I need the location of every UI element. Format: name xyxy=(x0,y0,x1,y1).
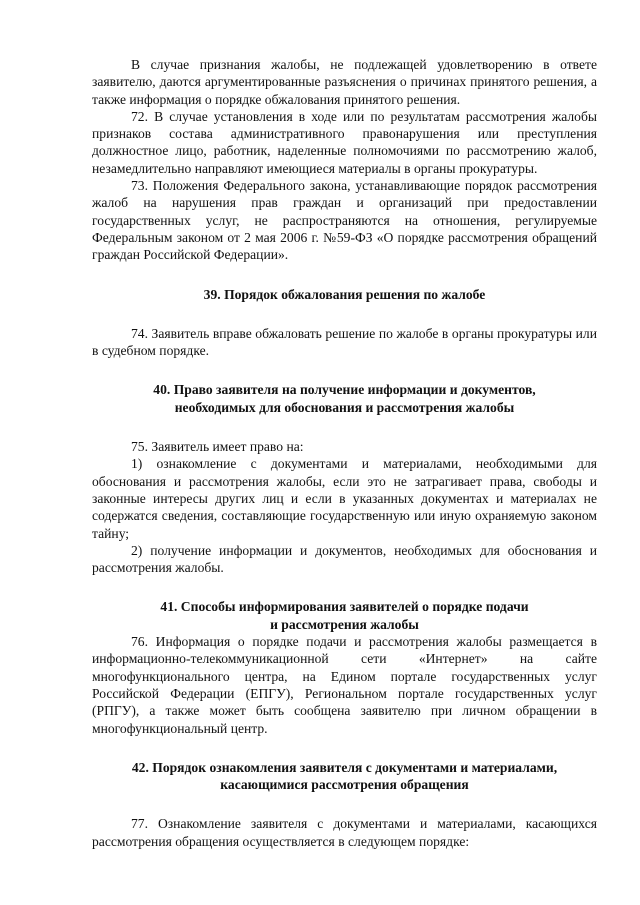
heading-41-line-2: и рассмотрения жалобы xyxy=(270,616,419,632)
document-page xyxy=(92,56,597,850)
paragraph-76: 76. Информация о порядке подачи и рассмотрения жалобы размещается в информационно-телекоммуникационной сети «Интернет» на сайте многофункционального центра, на Едином портале государственных услуг Российской Федерации (ЕПГУ), Региональном портале государственных услуг (РПГУ), а также может быть сообщена заявителю при личном обращении в многофункциональный центр. xyxy=(92,634,597,736)
paragraph-72: 72. В случае установления в ходе или по результатам рассмотрения жалобы признаков состава административного правонарушения или преступления должностное лицо, работник, наделенные полномочиями по рассмотрению жалоб, незамедлительно направляют имеющиеся материалы в органы прокуратуры. xyxy=(92,108,597,176)
paragraph-73: 73. Положения Федерального закона, устанавливающие порядок рассмотрения жалоб на нарушения прав граждан и организаций при предоставлении государственных услуг, не распространяются на отношения, регулируемые Федеральным законом от 2 мая 2006 г. №59-ФЗ «О порядке рассмотрения обращений граждан Российской Федерации». xyxy=(92,178,597,263)
heading-40-line-1: 40. Право заявителя на получение информации и документов, xyxy=(153,382,536,398)
paragraph-75: 75. Заявитель имеет право на: xyxy=(131,439,304,455)
paragraph-74: 74. Заявитель вправе обжаловать решение по жалобе в органы прокуратуры или в судебном порядке. xyxy=(92,325,597,359)
paragraph-77: 77. Ознакомление заявителя с документами и материалами, касающихся рассмотрения обращения осуществляется в следующем порядке: xyxy=(92,816,597,849)
heading-40-line-2: необходимых для обоснования и рассмотрения жалобы xyxy=(174,399,515,415)
paragraph-71-cont: В случае признания жалобы, не подлежащей удовлетворению в ответе заявителю, даются аргументированные разъяснения о причинах принятого решения, а также информация о порядке обжалования принятого решения. xyxy=(92,57,597,107)
heading-42-line-2: касающимися рассмотрения обращения xyxy=(220,777,469,793)
paragraph-75-item-1: 1) ознакомление с документами и материалами, необходимыми для обоснования и рассмотрения жалобы, если это не затрагивает права, свободы и законные интересы других лиц и если в указанных документах и материалах не содержатся сведения, составляющие государственную или иную охраняемую законом тайну; xyxy=(92,456,597,541)
heading-41-line-1: 41. Способы информирования заявителей о порядке подачи xyxy=(160,599,529,615)
heading-42-line-1: 42. Порядок ознакомления заявителя с документами и материалами, xyxy=(131,759,558,775)
paragraph-75-item-2: 2) получение информации и документов, необходимых для обоснования и рассмотрения жалобы. xyxy=(92,542,597,576)
heading-39: 39. Порядок обжалования решения по жалобе xyxy=(203,286,486,302)
